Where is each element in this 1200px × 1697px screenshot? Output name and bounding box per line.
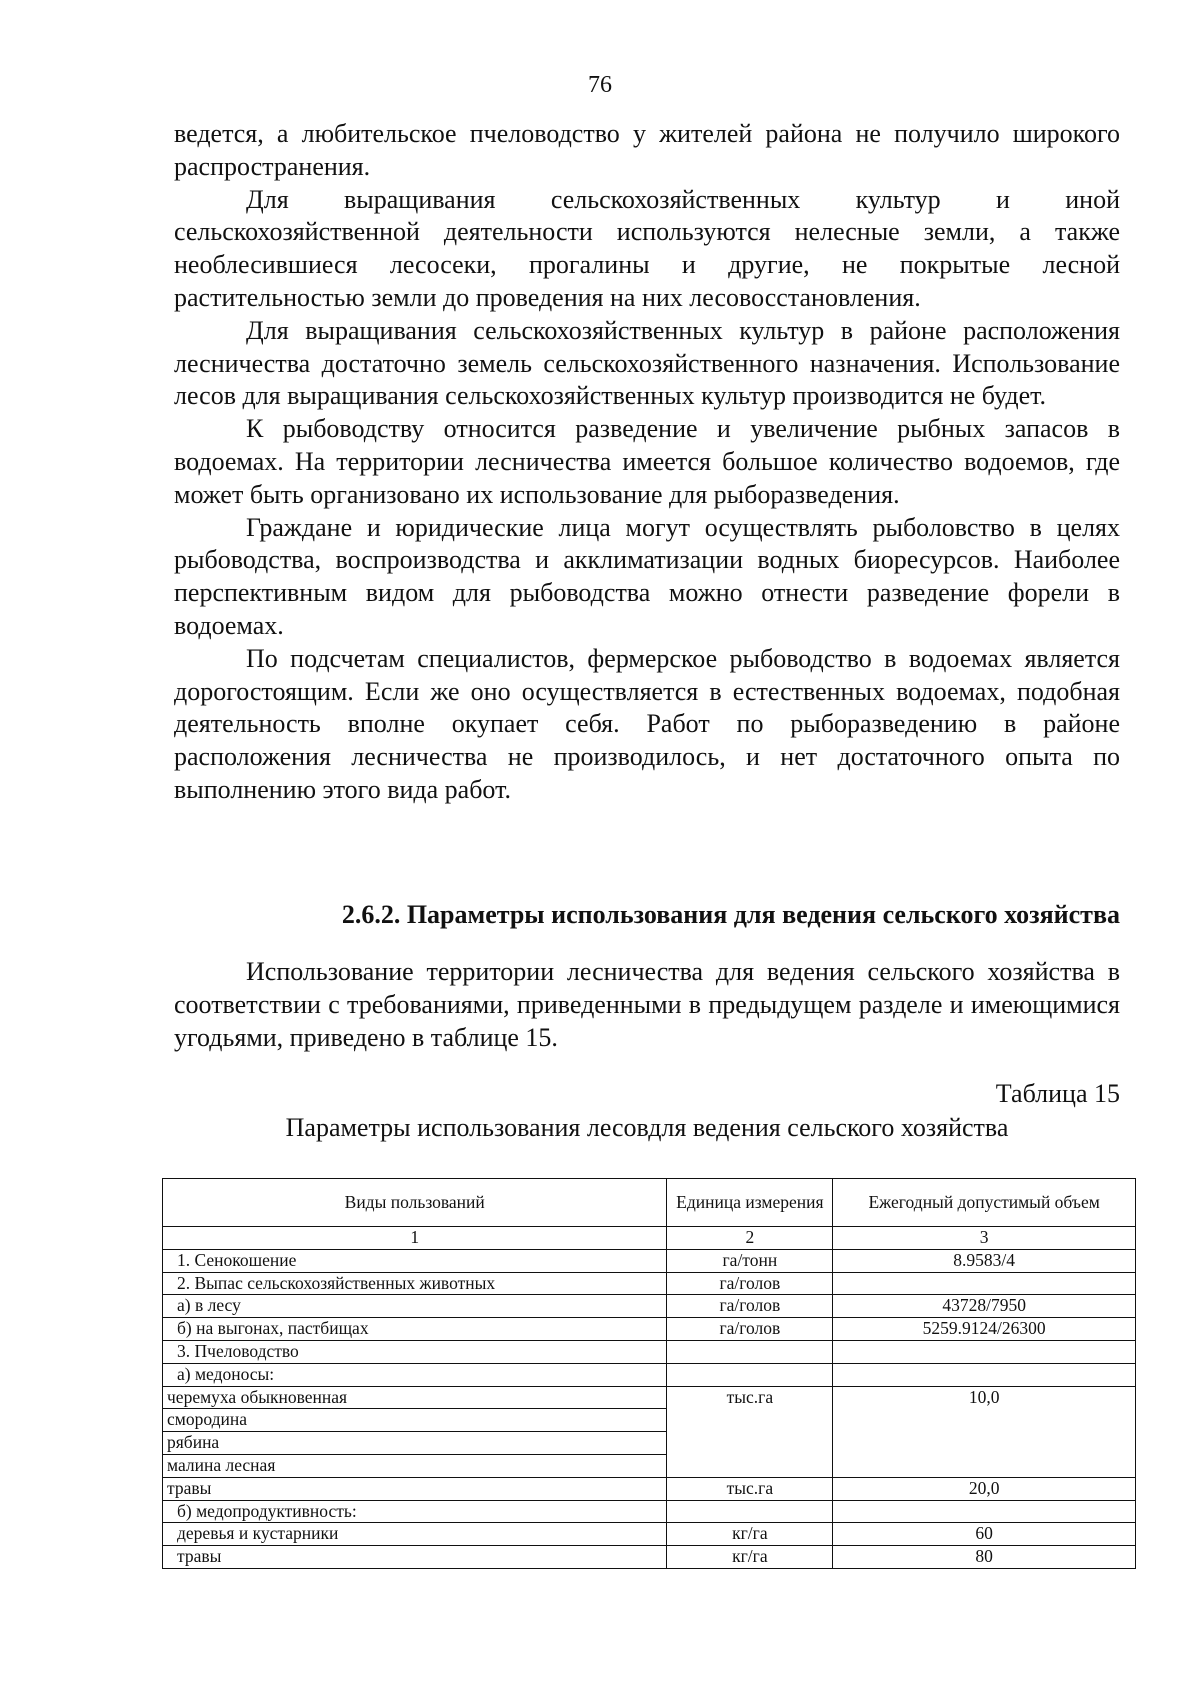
table-header-row <box>163 1179 1136 1227</box>
row-unit <box>667 1500 833 1523</box>
table-row <box>163 1318 1136 1341</box>
paragraph: ведется, а любительское пчеловодство у жителей района не получило широкого распространения. <box>174 119 1120 181</box>
row-value: 10,0 <box>833 1386 1136 1477</box>
paragraph: Граждане и юридические лица могут осуществлять рыболовство в целях рыбоводства, воспроизводства и акклиматизации водных биоресурсов. Наиболее перспективным видом для рыбоводства можно отнести разведение форели в водоемах. <box>174 512 1120 640</box>
row-label: травы <box>163 1546 667 1569</box>
paragraph: По подсчетам специалистов, фермерское рыбоводство в водоемах является дорогостоящим. Если же оно осуществляется в естественных водоемах, подобная деятельность вполне окупает себя. Работ по рыборазведению в районе расположения лесничества не производилось, и нет достаточного опыта по выполнению этого вида работ. <box>174 643 1120 804</box>
row-value: 20,0 <box>833 1477 1136 1500</box>
table-row <box>163 1477 1136 1500</box>
row-unit: га/голов <box>667 1272 833 1295</box>
header-cell: Единица измерения <box>667 1179 833 1227</box>
row-unit: тыс.га <box>667 1477 833 1500</box>
table-row <box>163 1272 1136 1295</box>
row-unit: га/тонн <box>667 1249 833 1272</box>
page-number: 76 <box>588 72 612 98</box>
row-label: б) медопродуктивность: <box>163 1500 667 1523</box>
table-row <box>163 1523 1136 1546</box>
row-label: 3. Пчеловодство <box>163 1340 667 1363</box>
row-label: деревья и кустарники <box>163 1523 667 1546</box>
row-label: 2. Выпас сельскохозяйственных животных <box>163 1272 667 1295</box>
table-row <box>163 1546 1136 1569</box>
header-cell: Виды пользований <box>163 1179 667 1227</box>
header-cell: Ежегодный допустимый объем <box>833 1179 1136 1227</box>
row-value <box>833 1363 1136 1386</box>
table-column-numbers-row <box>163 1227 1136 1250</box>
row-value <box>833 1340 1136 1363</box>
row-label: травы <box>163 1477 667 1500</box>
row-value: 43728/7950 <box>833 1295 1136 1318</box>
section-text <box>174 956 1120 1054</box>
row-value: 80 <box>833 1546 1136 1569</box>
row-label: смородина <box>163 1409 667 1432</box>
row-label: 1. Сенокошение <box>163 1249 667 1272</box>
usage-parameters-table <box>162 1178 1136 1569</box>
row-value: 5259.9124/26300 <box>833 1318 1136 1341</box>
row-unit: га/голов <box>667 1318 833 1341</box>
table-row <box>163 1249 1136 1272</box>
row-value: 60 <box>833 1523 1136 1546</box>
row-label: а) в лесу <box>163 1295 667 1318</box>
paragraph: Для выращивания сельскохозяйственных культур в районе расположения лесничества достаточно земель сельскохозяйственного назначения. Использование лесов для выращивания сельскохозяйственных культур производится не будет. <box>174 315 1120 411</box>
row-label: б) на выгонах, пастбищах <box>163 1318 667 1341</box>
row-value: 8.9583/4 <box>833 1249 1136 1272</box>
table-row <box>163 1295 1136 1318</box>
row-unit: кг/га <box>667 1546 833 1569</box>
table-row <box>163 1500 1136 1523</box>
row-label: рябина <box>163 1432 667 1455</box>
paragraph: К рыбоводству относится разведение и увеличение рыбных запасов в водоемах. На территории лесничества имеется большое количество водоемов, где может быть организовано их использование для рыборазведения. <box>174 414 1120 509</box>
row-value <box>833 1272 1136 1295</box>
column-number: 1 <box>163 1227 667 1250</box>
table-number: Таблица 15 <box>995 1079 1120 1108</box>
row-label: малина лесная <box>163 1454 667 1477</box>
row-unit: кг/га <box>667 1523 833 1546</box>
table-row <box>163 1386 1136 1409</box>
column-number: 3 <box>833 1227 1136 1250</box>
paragraph: Использование территории лесничества для ведения сельского хозяйства в соответствии с требованиями, приведенными в предыдущем разделе и имеющимися угодьями, приведено в таблице 15. <box>174 957 1120 1052</box>
paragraph: Для выращивания сельскохозяйственных культур и иной сельскохозяйственной деятельности используются нелесные земли, а также необлесившиеся лесосеки, прогалины и другие, не покрытые лесной растительностью земли до проведения на них лесовосстановления. <box>174 184 1120 312</box>
column-number: 2 <box>667 1227 833 1250</box>
row-unit <box>667 1363 833 1386</box>
table-row <box>163 1363 1136 1386</box>
row-unit: га/голов <box>667 1295 833 1318</box>
row-unit: тыс.га <box>667 1386 833 1477</box>
row-label: а) медоносы: <box>163 1363 667 1386</box>
row-value <box>833 1500 1136 1523</box>
row-label: черемуха обыкновенная <box>163 1386 667 1409</box>
body-text <box>174 118 1120 807</box>
table-row <box>163 1340 1136 1363</box>
row-unit <box>667 1340 833 1363</box>
section-heading: 2.6.2. Параметры использования для ведения сельского хозяйства <box>341 900 1120 929</box>
table-title: Параметры использования лесовдля ведения сельского хозяйства <box>285 1113 1009 1142</box>
